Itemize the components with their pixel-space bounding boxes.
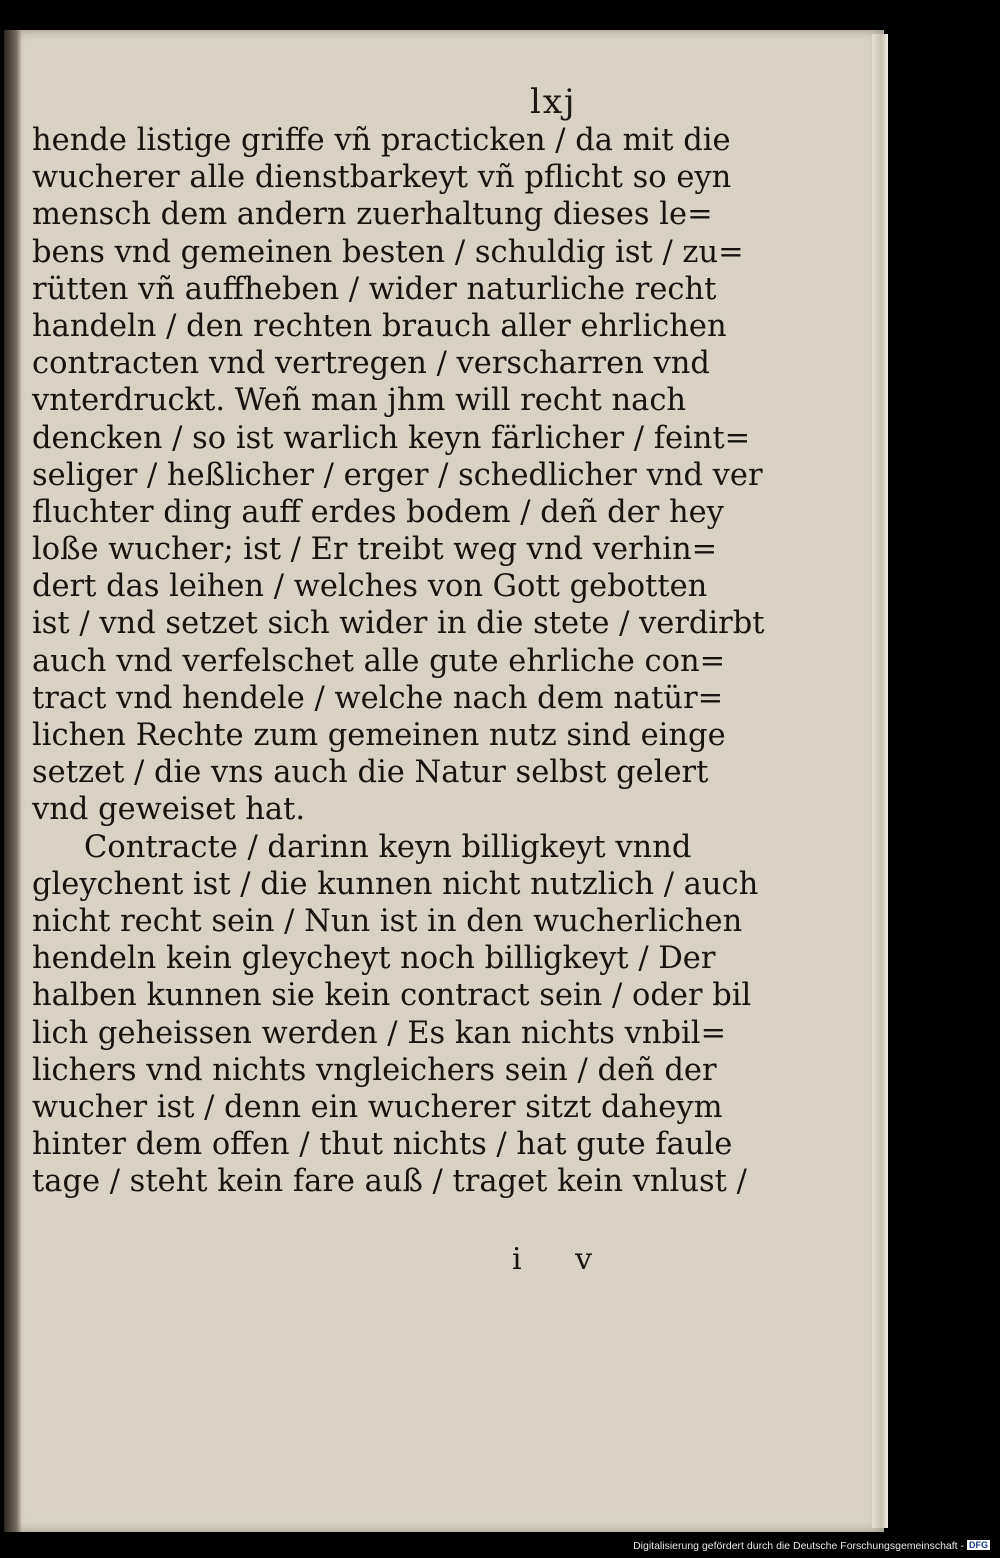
text-line: lichers vnd nichts vngleichers sein / deñ der [32,1052,717,1088]
text-line: lich geheissen werden / Es kan nichts vnbil= [32,1015,727,1051]
text-line: ist / vnd setzet sich wider in die stete / verdirbt [32,606,765,642]
text-line: rütten vñ auffheben / wider naturliche recht [32,271,717,307]
text-line: nicht recht sein / Nun ist in den wucherlichen [32,903,743,939]
text-line: halben kunnen sie kein contract sein / oder bil [32,978,752,1014]
text-line: hendeln kein gleycheyt noch billigkeyt / Der [32,941,716,977]
text-line: mensch dem andern zuerhaltung dieses le= [32,197,713,233]
text-line: fluchter ding auff erdes bodem / deñ der hey [32,494,724,530]
credit-text: Digitalisierung gefördert durch die Deutsche Forschungsgemeinschaft - [633,1540,964,1552]
text-line: hende listige griffe vñ practicken / da mit die [32,123,731,158]
text-line: seliger / heßlicher / erger / schedlicher vnd ver [32,457,763,493]
text-line: vnd geweiset hat. [32,792,306,828]
digitization-credit [633,1540,990,1552]
text-line: bens vnd gemeinen besten / schuldig ist / zu= [32,234,744,270]
text-line: dert das leihen / welches von Gott gebotten [32,569,708,605]
text-line: contracten vnd vertregen / verscharren vnd [32,346,710,382]
text-line: dencken / so ist warlich keyn färlicher / feint= [32,420,751,456]
text-line: setzet / die vns auch die Natur selbst gelert [32,755,709,791]
folio-number: lxj [530,82,577,122]
text-line: tage / steht kein fare auß / traget kein vnlust / [32,1164,747,1200]
book-binding-shadow [4,30,22,1532]
text-line: hinter dem offen / thut nichts / hat gute faule [32,1127,733,1163]
text-line: handeln / den rechten brauch aller ehrlichen [32,308,727,344]
text-line: gleychent ist / die kunnen nicht nutzlich / auch [32,866,759,902]
page-edge [872,34,888,1528]
text-line: tract vnd hendele / welche nach dem natür= [32,680,724,716]
signature-mark: i v [512,1242,615,1277]
text-block [32,122,765,1200]
text-line: auch vnd verfelschet alle gute ehrliche con= [32,643,726,679]
dfg-logo: DFG [969,1540,988,1550]
text-line: vnterdruckt. Weñ man jhm will recht nach [32,383,687,419]
text-line: Contracte / darinn keyn billigkeyt vnnd [84,829,692,865]
text-line: wucherer alle dienstbarkeyt vñ pflicht so eyn [32,160,732,196]
text-line: loße wucher; ist / Er treibt weg vnd verhin= [32,532,718,568]
text-line: wucher ist / denn ein wucherer sitzt daheym [32,1089,723,1125]
text-line: lichen Rechte zum gemeinen nutz sind einge [32,718,726,753]
